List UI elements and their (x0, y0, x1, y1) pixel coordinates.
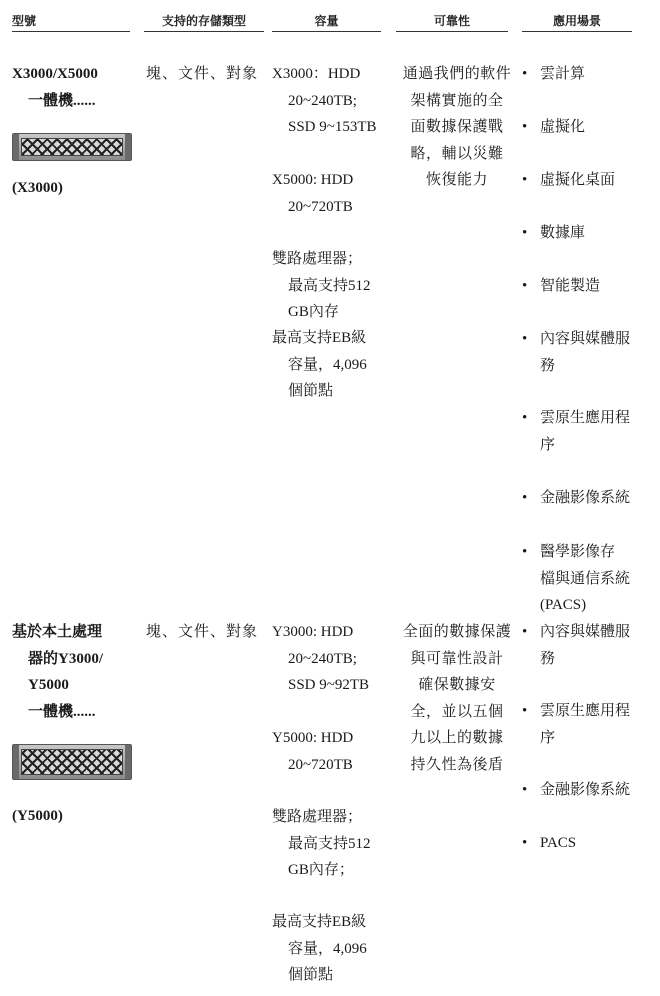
header-scenarios: 應用場景 (522, 10, 632, 32)
row1-storage-types: 塊、文件、對象 (146, 66, 259, 82)
row1-model-line-2: 一體機...... (28, 92, 96, 109)
header-storage-type: 支持的存儲類型 (144, 10, 264, 32)
row2-capacity-d-3: 個節點 (288, 967, 334, 983)
row1-capacity-b-2: 20~720TB (288, 198, 353, 215)
row2-reliability-line: 九以上的數據 (410, 730, 504, 746)
row1-capacity-a-2: 20~240TB; (288, 92, 357, 109)
row1-capacity-d-2: 容量，4,096 (288, 356, 367, 373)
row2-capacity-a-2: 20~240TB; (288, 650, 357, 667)
row2-model-line-3: Y5000 (28, 677, 69, 693)
row1-reliability-line: 恢復能力 (425, 172, 488, 188)
row1-capacity-d-1: 最高支持EB級 (272, 330, 367, 346)
scenario-item: • 金融影像系統 (522, 782, 631, 798)
row1-capacity-a (272, 61, 392, 141)
row2-image-caption: (Y5000) (12, 808, 63, 824)
header-model: 型號 (12, 10, 130, 32)
row2-capacity-d-1: 最高支持EB級 (272, 914, 367, 930)
row2-capacity-d-2: 容量，4,096 (288, 940, 367, 957)
row1-capacity-c-2: 最高支持512 (288, 277, 371, 294)
row1-capacity-c-3: GB內存 (288, 304, 339, 320)
scenario-item: • 智能製造 (522, 278, 601, 294)
row2-model-line-2: 器的Y3000/ (28, 650, 104, 667)
row2-capacity-b-1: Y5000: HDD (272, 730, 354, 746)
scenario-item: • 雲原生應用程 序 (522, 410, 631, 453)
row2-reliability-line: 確保數據安 (418, 677, 496, 693)
row2-capacity-c-3: GB內存； (288, 862, 354, 878)
row1-model-line-1: X3000/X5000 (12, 66, 98, 82)
header-reliability: 可靠性 (396, 10, 508, 32)
row2-reliability (398, 619, 516, 778)
row2-reliability-line: 全面的數據保護 (402, 624, 512, 640)
row1-image-caption: (X3000) (12, 180, 63, 196)
row2-capacity-d (272, 909, 392, 989)
x3000-server-image (12, 133, 132, 161)
row2-model-line-1: 基於本土處理 (12, 624, 103, 640)
row1-capacity-b-1: X5000: HDD (272, 172, 354, 188)
header-capacity: 容量 (272, 10, 381, 32)
scenario-item: • PACS (522, 835, 577, 851)
row1-capacity-d-3: 個節點 (288, 383, 334, 399)
row1-reliability-line: 面數據保護戰 (410, 119, 504, 135)
row1-model (12, 61, 137, 114)
row1-capacity-d (272, 325, 392, 405)
row2-storage-types: 塊、文件、對象 (146, 624, 259, 640)
row2-model-line-4: 一體機...... (28, 703, 96, 720)
row1-reliability (398, 61, 516, 194)
scenario-item: • 內容與媒體服 務 (522, 624, 631, 667)
row2-capacity-b-2: 20~720TB (288, 756, 353, 773)
row1-capacity-c (272, 246, 392, 326)
row1-reliability-line: 架構實施的全 (410, 92, 504, 109)
row2-capacity-c-1: 雙路處理器； (272, 809, 363, 825)
scenario-item: • 虛擬化 (522, 119, 586, 135)
row2-reliability-line: 與可靠性設計 (410, 650, 504, 667)
scenario-item: • 金融影像系統 (522, 490, 631, 506)
row2-capacity-a-1: Y3000: HDD (272, 624, 354, 640)
row1-capacity-b (272, 167, 392, 220)
row2-reliability-line: 全，並以五個 (410, 703, 504, 720)
row1-capacity-a-3: SSD 9~153TB (288, 119, 377, 135)
row2-reliability-line: 持久性為後盾 (410, 756, 504, 773)
row2-model (12, 619, 137, 725)
scenario-item: • 雲原生應用程 序 (522, 703, 631, 746)
row2-capacity-a-3: SSD 9~92TB (288, 677, 370, 693)
row1-reliability-line: 略，輔以災難 (410, 145, 504, 162)
row2-capacity-c (272, 804, 392, 884)
scenario-item: • 醫學影像存 檔與通信系統 (PACS) (522, 544, 631, 613)
row1-capacity-c-1: 雙路處理器； (272, 251, 363, 267)
row2-capacity-a (272, 619, 392, 699)
row1-reliability-line: 通過我們的軟件 (402, 66, 512, 82)
row1-capacity-a-1: X3000：HDD (272, 66, 361, 82)
y5000-server-image (12, 744, 132, 780)
scenario-item: • 數據庫 (522, 225, 586, 241)
row2-capacity-c-2: 最高支持512 (288, 835, 371, 852)
scenario-item: • 內容與媒體服 務 (522, 331, 631, 374)
scenario-item: • 雲計算 (522, 66, 586, 82)
row2-capacity-b (272, 725, 392, 778)
scenario-item: • 虛擬化桌面 (522, 172, 616, 188)
